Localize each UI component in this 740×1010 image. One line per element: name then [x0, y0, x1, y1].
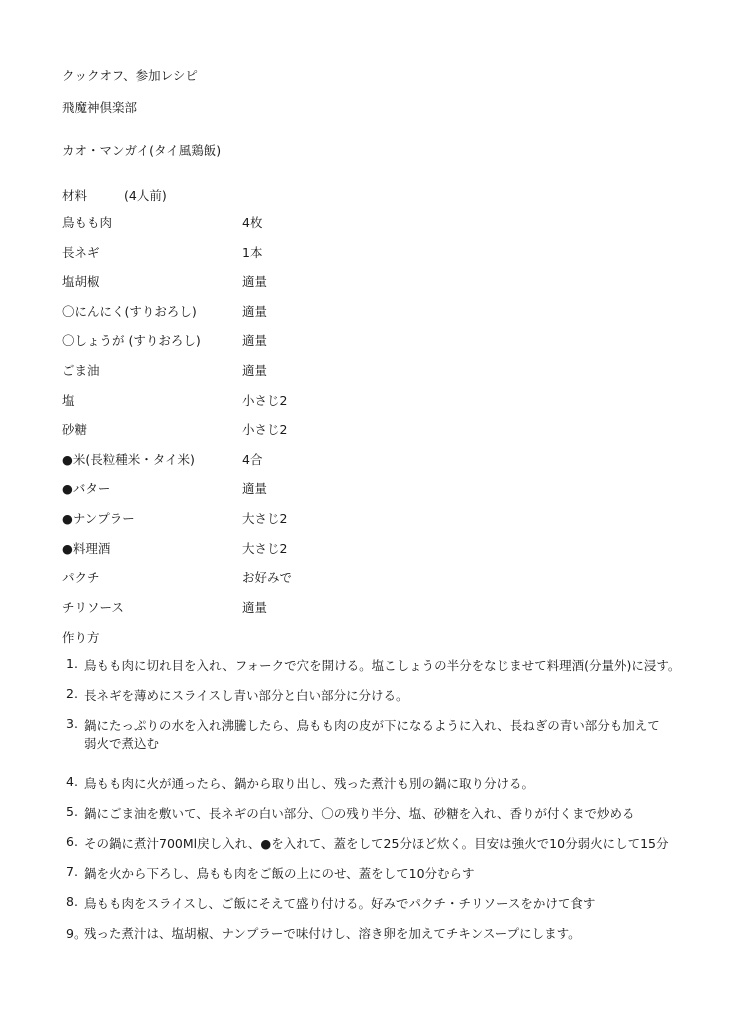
step-text: その鍋に煮汁700Ml戻し入れ、●を入れて、蓋をして25分ほど炊く。目安は強火で10分弱火にして15分 [84, 836, 669, 851]
step-number: 2. [66, 686, 78, 701]
ingredient-name: 〇にんにく(すりおろし) [62, 303, 197, 319]
ingredient-row [62, 243, 462, 273]
step-number: 6. [66, 834, 78, 849]
step-text-continued: 弱火で煮込む [84, 736, 160, 751]
step-text: 鍋にたっぷりの水を入れ沸騰したら、鳥もも肉の皮が下になるように入れ、長ねぎの青い部分も加えて [84, 718, 660, 733]
method-step [62, 894, 702, 924]
ingredient-quantity: 適量 [242, 333, 268, 349]
ingredients-heading: 材料 [62, 188, 88, 203]
ingredient-quantity: 適量 [242, 274, 268, 290]
step-text: 鳥もも肉に火が通ったら、鍋から取り出し、残った煮汁も別の鍋に取り分ける。 [84, 776, 535, 791]
ingredient-row [62, 568, 462, 598]
ingredient-row [62, 302, 462, 332]
method-steps [62, 656, 702, 954]
dish-title: カオ・マンガイ(タイ風鶏飯) [62, 143, 222, 158]
ingredient-name: チリソース [62, 599, 124, 615]
method-step [62, 834, 702, 864]
ingredient-row [62, 509, 462, 539]
ingredient-row [62, 213, 462, 243]
ingredient-row [62, 331, 462, 361]
step-text: 鳥もも肉に切れ目を入れ、フォークで穴を開ける。塩こしょうの半分をなじませて料理酒(分量外)に浸す。 [84, 658, 681, 673]
ingredient-quantity: 1本 [242, 244, 263, 260]
method-heading: 作り方 [62, 630, 100, 645]
ingredient-name: ●バター [62, 481, 111, 497]
ingredient-row [62, 539, 462, 569]
method-step [62, 924, 702, 954]
method-step [62, 716, 702, 774]
ingredient-quantity: 適量 [242, 303, 268, 319]
ingredient-name: 長ネギ [62, 244, 100, 260]
step-number: 1. [66, 656, 78, 671]
ingredient-list [62, 213, 462, 627]
step-text: 残った煮汁は、塩胡椒、ナンプラーで味付けし、溶き卵を加えてチキンスープにします。 [84, 926, 581, 941]
ingredient-quantity: 適量 [242, 599, 268, 615]
ingredient-name: ●料理酒 [62, 540, 111, 556]
step-number: 3. [66, 716, 78, 731]
ingredient-row [62, 391, 462, 421]
ingredients-heading-row [62, 186, 262, 204]
step-text: 鍋を火から下ろし、鳥もも肉をご飯の上にのせ、蓋をして10分むらす [84, 866, 475, 881]
step-number: 8. [66, 894, 78, 909]
ingredient-row [62, 272, 462, 302]
ingredient-name: ●ナンプラー [62, 510, 135, 526]
ingredient-quantity: 4合 [242, 451, 263, 467]
method-step [62, 864, 702, 894]
ingredient-row [62, 420, 462, 450]
ingredient-quantity: お好みで [242, 570, 293, 586]
step-number: 9。 [66, 926, 87, 941]
ingredient-row [62, 479, 462, 509]
method-step [62, 804, 702, 834]
ingredient-quantity: 4枚 [242, 215, 263, 230]
ingredient-name: 塩 [62, 392, 75, 408]
step-text: 鍋にごま油を敷いて、長ネギの白い部分、〇の残り半分、塩、砂糖を入れ、香りが付くまで炒める [84, 806, 635, 821]
servings-label: (4人前) [124, 188, 167, 203]
ingredient-row [62, 361, 462, 391]
ingredient-name: ごま油 [62, 362, 100, 378]
event-title: クックオフ、参加レシピ [62, 68, 198, 83]
step-number: 4. [66, 774, 78, 789]
method-step [62, 656, 702, 686]
ingredient-quantity: 適量 [242, 362, 268, 378]
ingredient-name: パクチ [62, 570, 100, 586]
step-text: 鳥もも肉をスライスし、ご飯にそえて盛り付ける。好みでパクチ・チリソースをかけて食す [84, 896, 596, 911]
ingredient-name: 〇しょうが (すりおろし) [62, 333, 201, 349]
ingredient-row [62, 450, 462, 480]
ingredient-name: 鳥もも肉 [62, 215, 113, 230]
ingredient-quantity: 大さじ2 [242, 540, 288, 556]
ingredient-name: ●米(長粒種米・タイ米) [62, 451, 195, 467]
club-name: 飛魔神倶楽部 [62, 100, 138, 115]
step-number: 5. [66, 804, 78, 819]
ingredient-quantity: 小さじ2 [242, 422, 288, 438]
method-step [62, 774, 702, 804]
step-text: 長ネギを薄めにスライスし青い部分と白い部分に分ける。 [84, 688, 409, 703]
method-step [62, 686, 702, 716]
ingredient-quantity: 大さじ2 [242, 510, 288, 526]
ingredient-quantity: 適量 [242, 481, 268, 497]
ingredient-name: 塩胡椒 [62, 274, 100, 290]
step-number: 7. [66, 864, 78, 879]
ingredient-row [62, 598, 462, 628]
ingredient-quantity: 小さじ2 [242, 392, 288, 408]
ingredient-name: 砂糖 [62, 422, 88, 438]
